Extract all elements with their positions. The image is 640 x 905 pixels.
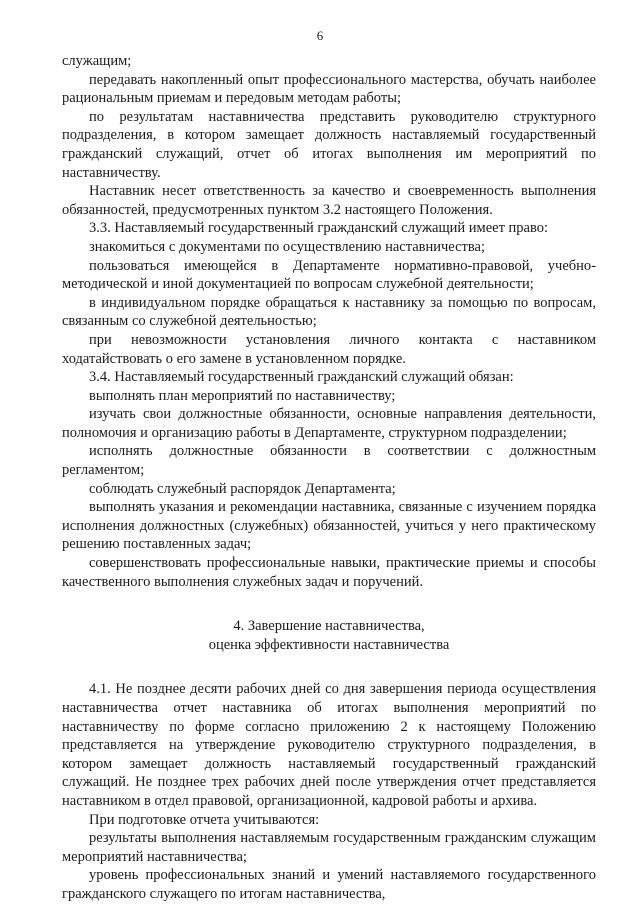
document-body	[62, 52, 596, 904]
paragraph: 4.1. Не позднее десяти рабочих дней со дня завершения периода осуществления наставничества отчет наставника об итогах выполнения мероприятий по наставничеству по форме согласно приложению 2 к настоящему Положению представляется на утверждение руководителю структурного подразделения, в котором замещает должность наставляемый государственный гражданский служащий. Не позднее трех рабочих дней после утверждения отчет представляется наставником в отдел правовой, организационной, кадровой работы и архива.	[62, 681, 596, 809]
paragraph: соблюдать служебный распорядок Департамента;	[89, 480, 396, 497]
paragraph: в индивидуальном порядке обращаться к наставнику за помощью по вопросам, связанным со служебной деятельностью;	[62, 294, 596, 330]
paragraph: результаты выполнения наставляемым государственным гражданским служащим мероприятий наставничества;	[62, 830, 596, 865]
paragraph: уровень профессиональных знаний и умений наставляемого государственного гражданского служащего по итогам наставничества,	[62, 867, 596, 902]
paragraph: выполнять план мероприятий по наставничеству;	[89, 387, 396, 404]
section-4-heading	[62, 617, 596, 654]
section-4-text	[62, 680, 596, 903]
paragraph: 3.3. Наставляемый государственный гражданский служащий имеет право:	[89, 220, 549, 237]
paragraph: выполнять указания и рекомендации наставника, связанные с изучением порядка исполнения должностных (служебных) обязанностей, учиться у него практическому решению поставленных задач;	[62, 499, 596, 553]
paragraph: исполнять должностные обязанности в соответствии с должностным регламентом;	[62, 443, 596, 479]
heading-line-1: 4. Завершение наставничества,	[233, 618, 425, 635]
paragraph: совершенствовать профессиональные навыки, практические приемы и способы качественного выполнения служебных задач и поручений.	[62, 555, 596, 590]
paragraph: знакомиться с документами по осуществлению наставничества;	[89, 238, 485, 255]
paragraph: При подготовке отчета учитываются:	[89, 811, 320, 828]
paragraph: изучать свои должностные обязанности, основные направления деятельности, полномочия и организацию работы в Департаменте, структурном подразделении;	[62, 406, 596, 441]
section-3-text	[62, 52, 596, 591]
paragraph: пользоваться имеющейся в Департаменте нормативно-правовой, учебно-методической и иной документацией по вопросам служебной деятельности;	[62, 257, 596, 293]
paragraph: Наставник несет ответственность за качество и своевременность выполнения обязанностей, предусмотренных пунктом 3.2 настоящего Положения.	[62, 183, 596, 218]
paragraph: при невозможности установления личного контакта с наставником ходатайствовать о его замене в установленном порядке.	[62, 331, 596, 367]
paragraph: 3.4. Наставляемый государственный гражданский служащий обязан:	[89, 369, 514, 386]
paragraph: передавать накопленный опыт профессионального мастерства, обучать наиболее рациональным приемам и передовым методам работы;	[62, 71, 596, 107]
paragraph: по результатам наставничества представить руководителю структурного подразделения, в котором замещает должность наставляемый государственный гражданский служащий, отчет об итогах выполнения им мероприятий по наставничеству.	[62, 108, 596, 181]
page-number: 6	[316, 28, 324, 43]
paragraph: служащим;	[62, 53, 132, 69]
heading-line-2: оценка эффективности наставничества	[208, 636, 450, 653]
